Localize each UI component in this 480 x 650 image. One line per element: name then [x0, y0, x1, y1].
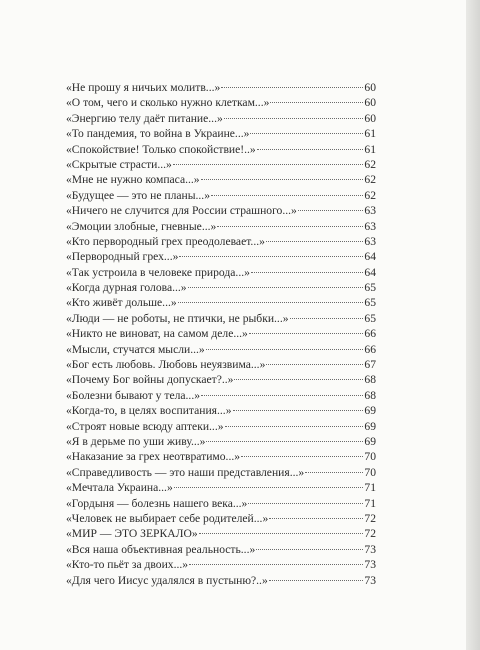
toc-entry [66, 126, 376, 141]
toc-entry-page-number: 73 [364, 542, 376, 556]
toc-entry-page-number: 69 [364, 419, 376, 433]
toc-entry-page-number: 68 [364, 388, 376, 402]
toc-entry-title: «Кто-то пьёт за двоих...» [66, 558, 189, 572]
toc-entry [66, 326, 376, 341]
toc-entry-page-number: 62 [364, 188, 376, 202]
table-of-contents [66, 80, 376, 588]
toc-entry-title: «Никто не виноват, на самом деле...» [66, 327, 248, 341]
dot-leader [206, 441, 363, 442]
toc-entry [66, 111, 376, 126]
toc-entry [66, 388, 376, 403]
toc-entry-page-number: 64 [364, 265, 376, 279]
toc-entry-page-number: 73 [364, 558, 376, 572]
dot-leader [221, 87, 363, 88]
toc-entry-page-number: 70 [364, 465, 376, 479]
toc-entry-page-number: 60 [364, 111, 376, 125]
toc-entry-title: «То пандемия, то война в Украине...» [66, 127, 250, 141]
toc-entry [66, 372, 376, 387]
toc-entry-title: «Эмоции злобные, гневные...» [66, 219, 217, 233]
dot-leader [257, 149, 364, 150]
toc-entry-title: «Спокойствие! Только спокойствие!..» [66, 142, 256, 156]
toc-entry-page-number: 65 [364, 311, 376, 325]
toc-entry-title: «Человек не выбирает себе родителей...» [66, 511, 269, 525]
toc-entry [66, 157, 376, 172]
toc-entry-page-number: 60 [364, 81, 376, 94]
toc-entry [66, 203, 376, 218]
toc-entry-page-number: 69 [364, 434, 376, 448]
toc-entry [66, 434, 376, 449]
dot-leader [256, 549, 363, 550]
toc-entry-page-number: 62 [364, 157, 376, 171]
toc-entry [66, 249, 376, 264]
dot-leader [206, 349, 364, 350]
dot-leader [224, 118, 364, 119]
toc-entry [66, 465, 376, 480]
toc-entry-page-number: 66 [364, 342, 376, 356]
toc-entry-page-number: 67 [364, 358, 376, 372]
toc-entry-page-number: 61 [364, 127, 376, 141]
toc-entry-title: «Ничего не случится для России страшного...» [66, 204, 297, 218]
dot-leader [201, 179, 364, 180]
toc-entry [66, 342, 376, 357]
toc-entry [66, 403, 376, 418]
toc-entry-title: «Мысли, стучатся мысли...» [66, 342, 205, 356]
toc-entry-title: «Болезни бывают у тела...» [66, 388, 201, 402]
dot-leader [199, 533, 364, 534]
toc-entry-page-number: 71 [364, 481, 376, 495]
toc-entry-title: «О том, чего и сколько нужно клеткам...» [66, 96, 270, 110]
dot-leader [269, 518, 363, 519]
toc-entry-page-number: 72 [364, 511, 376, 525]
toc-entry [66, 95, 376, 110]
dot-leader [249, 333, 364, 334]
toc-entry-title: «Скрытые страсти...» [66, 157, 172, 171]
toc-entry-title: «Бог есть любовь. Любовь неуязвима...» [66, 358, 266, 372]
toc-entry [66, 142, 376, 157]
toc-entry-title: «Справедливость — это наши представления...» [66, 465, 305, 479]
dot-leader [211, 195, 363, 196]
toc-entry-title: «Люди — не роботы, не птички, не рыбки...» [66, 311, 289, 325]
dot-leader [251, 272, 363, 273]
dot-leader [266, 241, 363, 242]
toc-entry [66, 511, 376, 526]
toc-entry-title: «Когда-то, в целях воспитания...» [66, 404, 232, 418]
toc-entry-title: «Наказание за грех неотвратимо...» [66, 450, 241, 464]
toc-entry-page-number: 71 [364, 496, 376, 510]
toc-entry-page-number: 66 [364, 327, 376, 341]
toc-entry [66, 172, 376, 187]
toc-entry [66, 80, 376, 95]
dot-leader [173, 164, 364, 165]
toc-entry-title: «Кто первородный грех преодолевает...» [66, 234, 265, 248]
dot-leader [269, 580, 364, 581]
toc-entry-title: «Почему Бог войны допускает?..» [66, 373, 234, 387]
toc-entry-page-number: 68 [364, 373, 376, 387]
toc-entry [66, 265, 376, 280]
toc-entry-page-number: 69 [364, 404, 376, 418]
toc-entry-page-number: 65 [364, 281, 376, 295]
dot-leader [225, 426, 364, 427]
toc-entry-title: «Строят новые всюду аптеки...» [66, 419, 224, 433]
toc-entry-title: «Вся наша объективная реальность...» [66, 542, 256, 556]
dot-leader [189, 564, 363, 565]
toc-entry-title: «Кто живёт дольше...» [66, 296, 177, 310]
toc-entry-title: «Я в дерьме по уши живу...» [66, 434, 206, 448]
dot-leader [290, 318, 364, 319]
toc-entry [66, 234, 376, 249]
dot-leader [233, 410, 364, 411]
toc-entry-page-number: 72 [364, 527, 376, 541]
toc-entry-title: «Не прошу я ничьих молитв...» [66, 81, 221, 94]
toc-entry-page-number: 73 [364, 573, 376, 587]
toc-entry [66, 573, 376, 588]
dot-leader [201, 395, 363, 396]
toc-entry [66, 295, 376, 310]
toc-entry [66, 219, 376, 234]
toc-entry-page-number: 61 [364, 142, 376, 156]
dot-leader [305, 472, 363, 473]
toc-entry-page-number: 62 [364, 173, 376, 187]
toc-entry-page-number: 63 [364, 234, 376, 248]
toc-entry-page-number: 63 [364, 219, 376, 233]
toc-entry [66, 557, 376, 572]
page-edge [466, 0, 480, 650]
dot-leader [248, 503, 363, 504]
toc-entry-page-number: 60 [364, 96, 376, 110]
toc-entry-title: «Мечтала Украина...» [66, 481, 173, 495]
dot-leader [174, 487, 364, 488]
toc-entry [66, 311, 376, 326]
toc-entry [66, 496, 376, 511]
toc-entry-page-number: 63 [364, 204, 376, 218]
toc-entry [66, 449, 376, 464]
toc-entry [66, 542, 376, 557]
toc-entry [66, 357, 376, 372]
toc-entry [66, 526, 376, 541]
toc-entry-page-number: 65 [364, 296, 376, 310]
dot-leader [266, 364, 363, 365]
toc-entry-title: «Когда дурная голова...» [66, 281, 187, 295]
toc-entry [66, 188, 376, 203]
toc-entry-page-number: 64 [364, 250, 376, 264]
toc-entry-title: «Для чего Иисус удалялся в пустыню?..» [66, 573, 268, 587]
dot-leader [179, 256, 363, 257]
toc-entry-title: «Энергию телу даёт питание...» [66, 111, 223, 125]
toc-entry-title: «Будущее — это не планы...» [66, 188, 210, 202]
dot-leader [188, 287, 364, 288]
dot-leader [250, 133, 363, 134]
dot-leader [234, 379, 363, 380]
dot-leader [298, 210, 364, 211]
toc-entry-title: «Мне не нужно компаса...» [66, 173, 200, 187]
toc-entry [66, 419, 376, 434]
toc-entry-title: «Так устроила в человеке природа...» [66, 265, 250, 279]
toc-entry [66, 480, 376, 495]
toc-entry-title: «Гордыня — болезнь нашего века...» [66, 496, 248, 510]
dot-leader [217, 226, 363, 227]
dot-leader [270, 102, 363, 103]
toc-entry-title: «Первородный грех...» [66, 250, 179, 264]
toc-entry [66, 280, 376, 295]
dot-leader [241, 456, 363, 457]
toc-entry-page-number: 70 [364, 450, 376, 464]
dot-leader [178, 302, 364, 303]
toc-entry-title: «МИР — ЭТО ЗЕРКАЛО» [66, 527, 198, 541]
